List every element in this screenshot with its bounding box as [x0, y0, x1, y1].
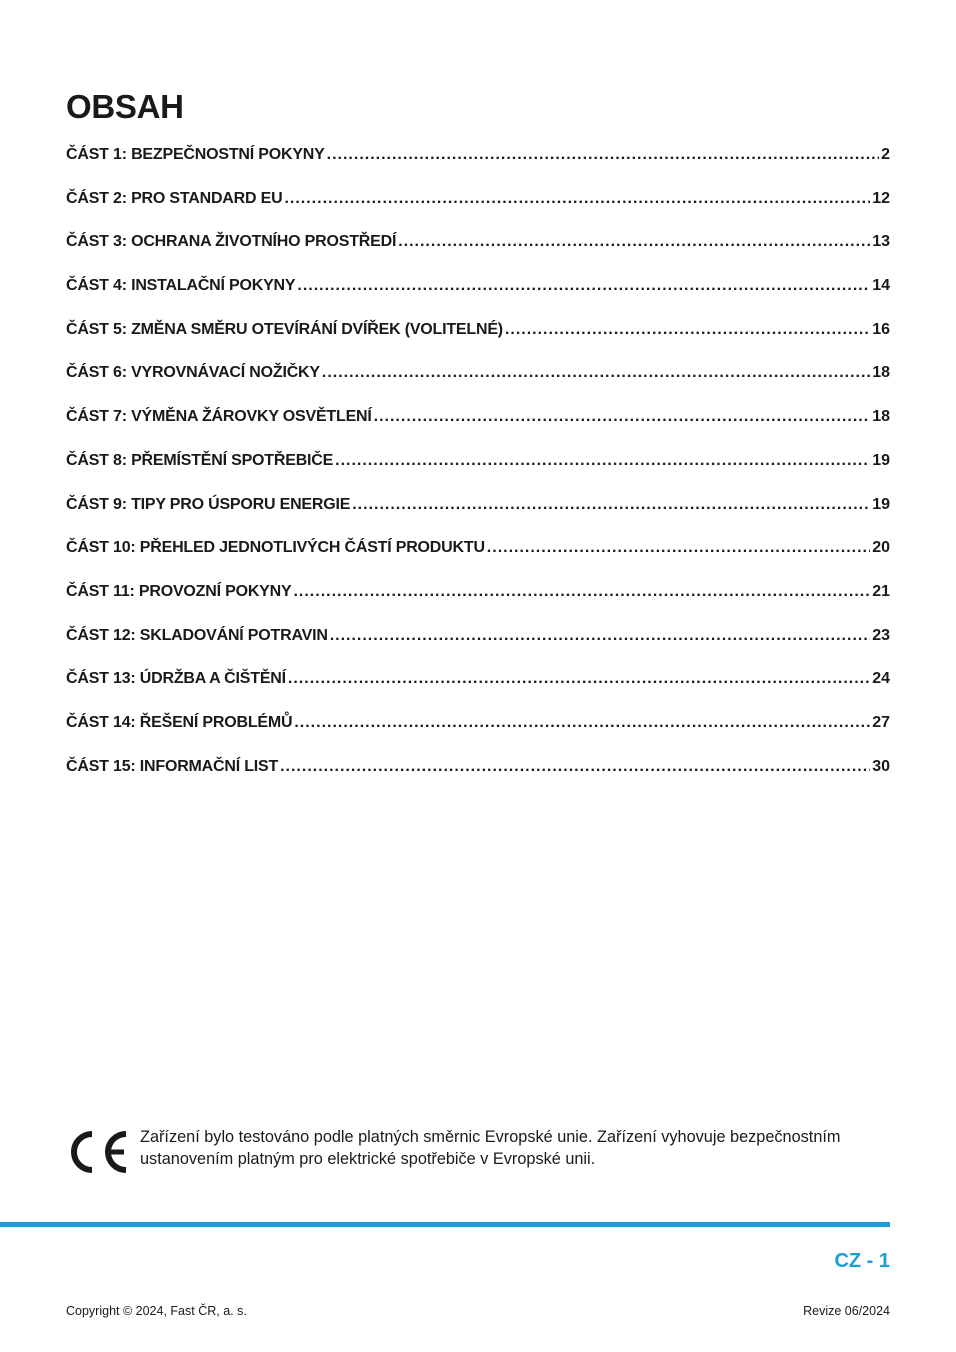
toc-entry[interactable]: [66, 452, 890, 496]
ce-mark-icon: [66, 1128, 130, 1176]
toc-entry[interactable]: [66, 627, 890, 671]
copyright-text: Copyright © 2024, Fast ČR, a. s.: [66, 1304, 247, 1318]
revision-text: Revize 06/2024: [803, 1304, 890, 1318]
toc-entry[interactable]: [66, 714, 890, 758]
toc-entry-page: 16: [872, 320, 890, 338]
toc-entry-page: 13: [872, 233, 890, 251]
toc-entry-label: ČÁST 7: VÝMĚNA ŽÁROVKY OSVĚTLENÍ: [66, 408, 372, 426]
toc-dot-leader: [487, 539, 870, 557]
toc-entry-label: ČÁST 6: VYROVNÁVACÍ NOŽIČKY: [66, 364, 320, 382]
toc-entry[interactable]: [66, 758, 890, 802]
toc-entry-label: ČÁST 10: PŘEHLED JEDNOTLIVÝCH ČÁSTÍ PRODUKTU: [66, 539, 485, 557]
toc-dot-leader: [280, 758, 870, 776]
toc-entry-page: 21: [872, 582, 890, 600]
toc-dot-leader: [327, 146, 879, 164]
toc-entry[interactable]: [66, 277, 890, 321]
toc-entry-label: ČÁST 5: ZMĚNA SMĚRU OTEVÍRÁNÍ DVÍŘEK (VOLITELNÉ): [66, 320, 503, 338]
toc-entry-page: 18: [872, 408, 890, 426]
toc-entry-page: 2: [881, 146, 890, 163]
toc-entry-label: ČÁST 12: SKLADOVÁNÍ POTRAVIN: [66, 626, 328, 644]
toc-entry[interactable]: [66, 496, 890, 540]
toc-entry-label: ČÁST 15: INFORMAČNÍ LIST: [66, 757, 279, 775]
toc-entry[interactable]: [66, 321, 890, 365]
toc-entry-label: ČÁST 4: INSTALAČNÍ POKYNY: [66, 277, 296, 295]
ce-notice-line-2: ustanovením platným pro elektrické spotřebiče v Evropské unii.: [140, 1150, 596, 1168]
toc-dot-leader: [294, 714, 870, 732]
toc-entry-label: ČÁST 3: OCHRANA ŽIVOTNÍHO PROSTŘEDÍ: [66, 233, 397, 251]
toc-entry-label: ČÁST 8: PŘEMÍSTĚNÍ SPOTŘEBIČE: [66, 451, 334, 469]
toc-entry[interactable]: [66, 190, 890, 234]
toc-entry-label: ČÁST 13: ÚDRŽBA A ČIŠTĚNÍ: [66, 670, 286, 688]
toc-entry-label: ČÁST 9: TIPY PRO ÚSPORU ENERGIE: [66, 495, 351, 513]
ce-conformity-notice: [66, 1126, 890, 1176]
toc-entry-page: 27: [872, 713, 890, 731]
page-number: CZ - 1: [834, 1250, 890, 1272]
toc-entry-page: 19: [872, 495, 890, 513]
toc-dot-leader: [293, 583, 870, 601]
ce-notice-text: [140, 1126, 840, 1170]
page-title: OBSAH: [66, 88, 184, 125]
toc-entry-label: ČÁST 1: BEZPEČNOSTNÍ POKYNY: [66, 146, 325, 163]
toc-entry[interactable]: [66, 583, 890, 627]
toc-dot-leader: [288, 670, 870, 688]
toc-entry-page: 19: [872, 451, 890, 469]
toc-entry[interactable]: [66, 670, 890, 714]
footer-divider: [0, 1222, 890, 1227]
toc-entry-page: 18: [872, 364, 890, 382]
toc-entry-page: 30: [872, 757, 890, 775]
toc-entry[interactable]: [66, 233, 890, 277]
toc-dot-leader: [330, 627, 871, 645]
toc-entry-page: 23: [872, 626, 890, 644]
table-of-contents: [66, 146, 890, 801]
toc-entry-page: 14: [872, 277, 890, 295]
toc-entry-label: ČÁST 11: PROVOZNÍ POKYNY: [66, 582, 292, 600]
toc-entry[interactable]: [66, 364, 890, 408]
toc-entry-label: ČÁST 2: PRO STANDARD EU: [66, 189, 283, 207]
toc-dot-leader: [398, 233, 870, 251]
toc-entry[interactable]: [66, 408, 890, 452]
toc-dot-leader: [352, 496, 870, 514]
toc-entry[interactable]: [66, 146, 890, 190]
toc-dot-leader: [505, 321, 870, 339]
toc-entry-label: ČÁST 14: ŘEŠENÍ PROBLÉMŮ: [66, 713, 293, 731]
toc-dot-leader: [322, 364, 870, 382]
toc-dot-leader: [335, 452, 870, 470]
toc-dot-leader: [297, 277, 870, 295]
toc-dot-leader: [284, 190, 870, 208]
toc-entry[interactable]: [66, 539, 890, 583]
toc-entry-page: 20: [872, 539, 890, 557]
toc-dot-leader: [374, 408, 871, 426]
toc-entry-page: 12: [872, 189, 890, 207]
toc-entry-page: 24: [872, 670, 890, 688]
ce-notice-line-1: Zařízení bylo testováno podle platných směrnic Evropské unie. Zařízení vyhovuje bezpečnostním: [140, 1128, 841, 1146]
